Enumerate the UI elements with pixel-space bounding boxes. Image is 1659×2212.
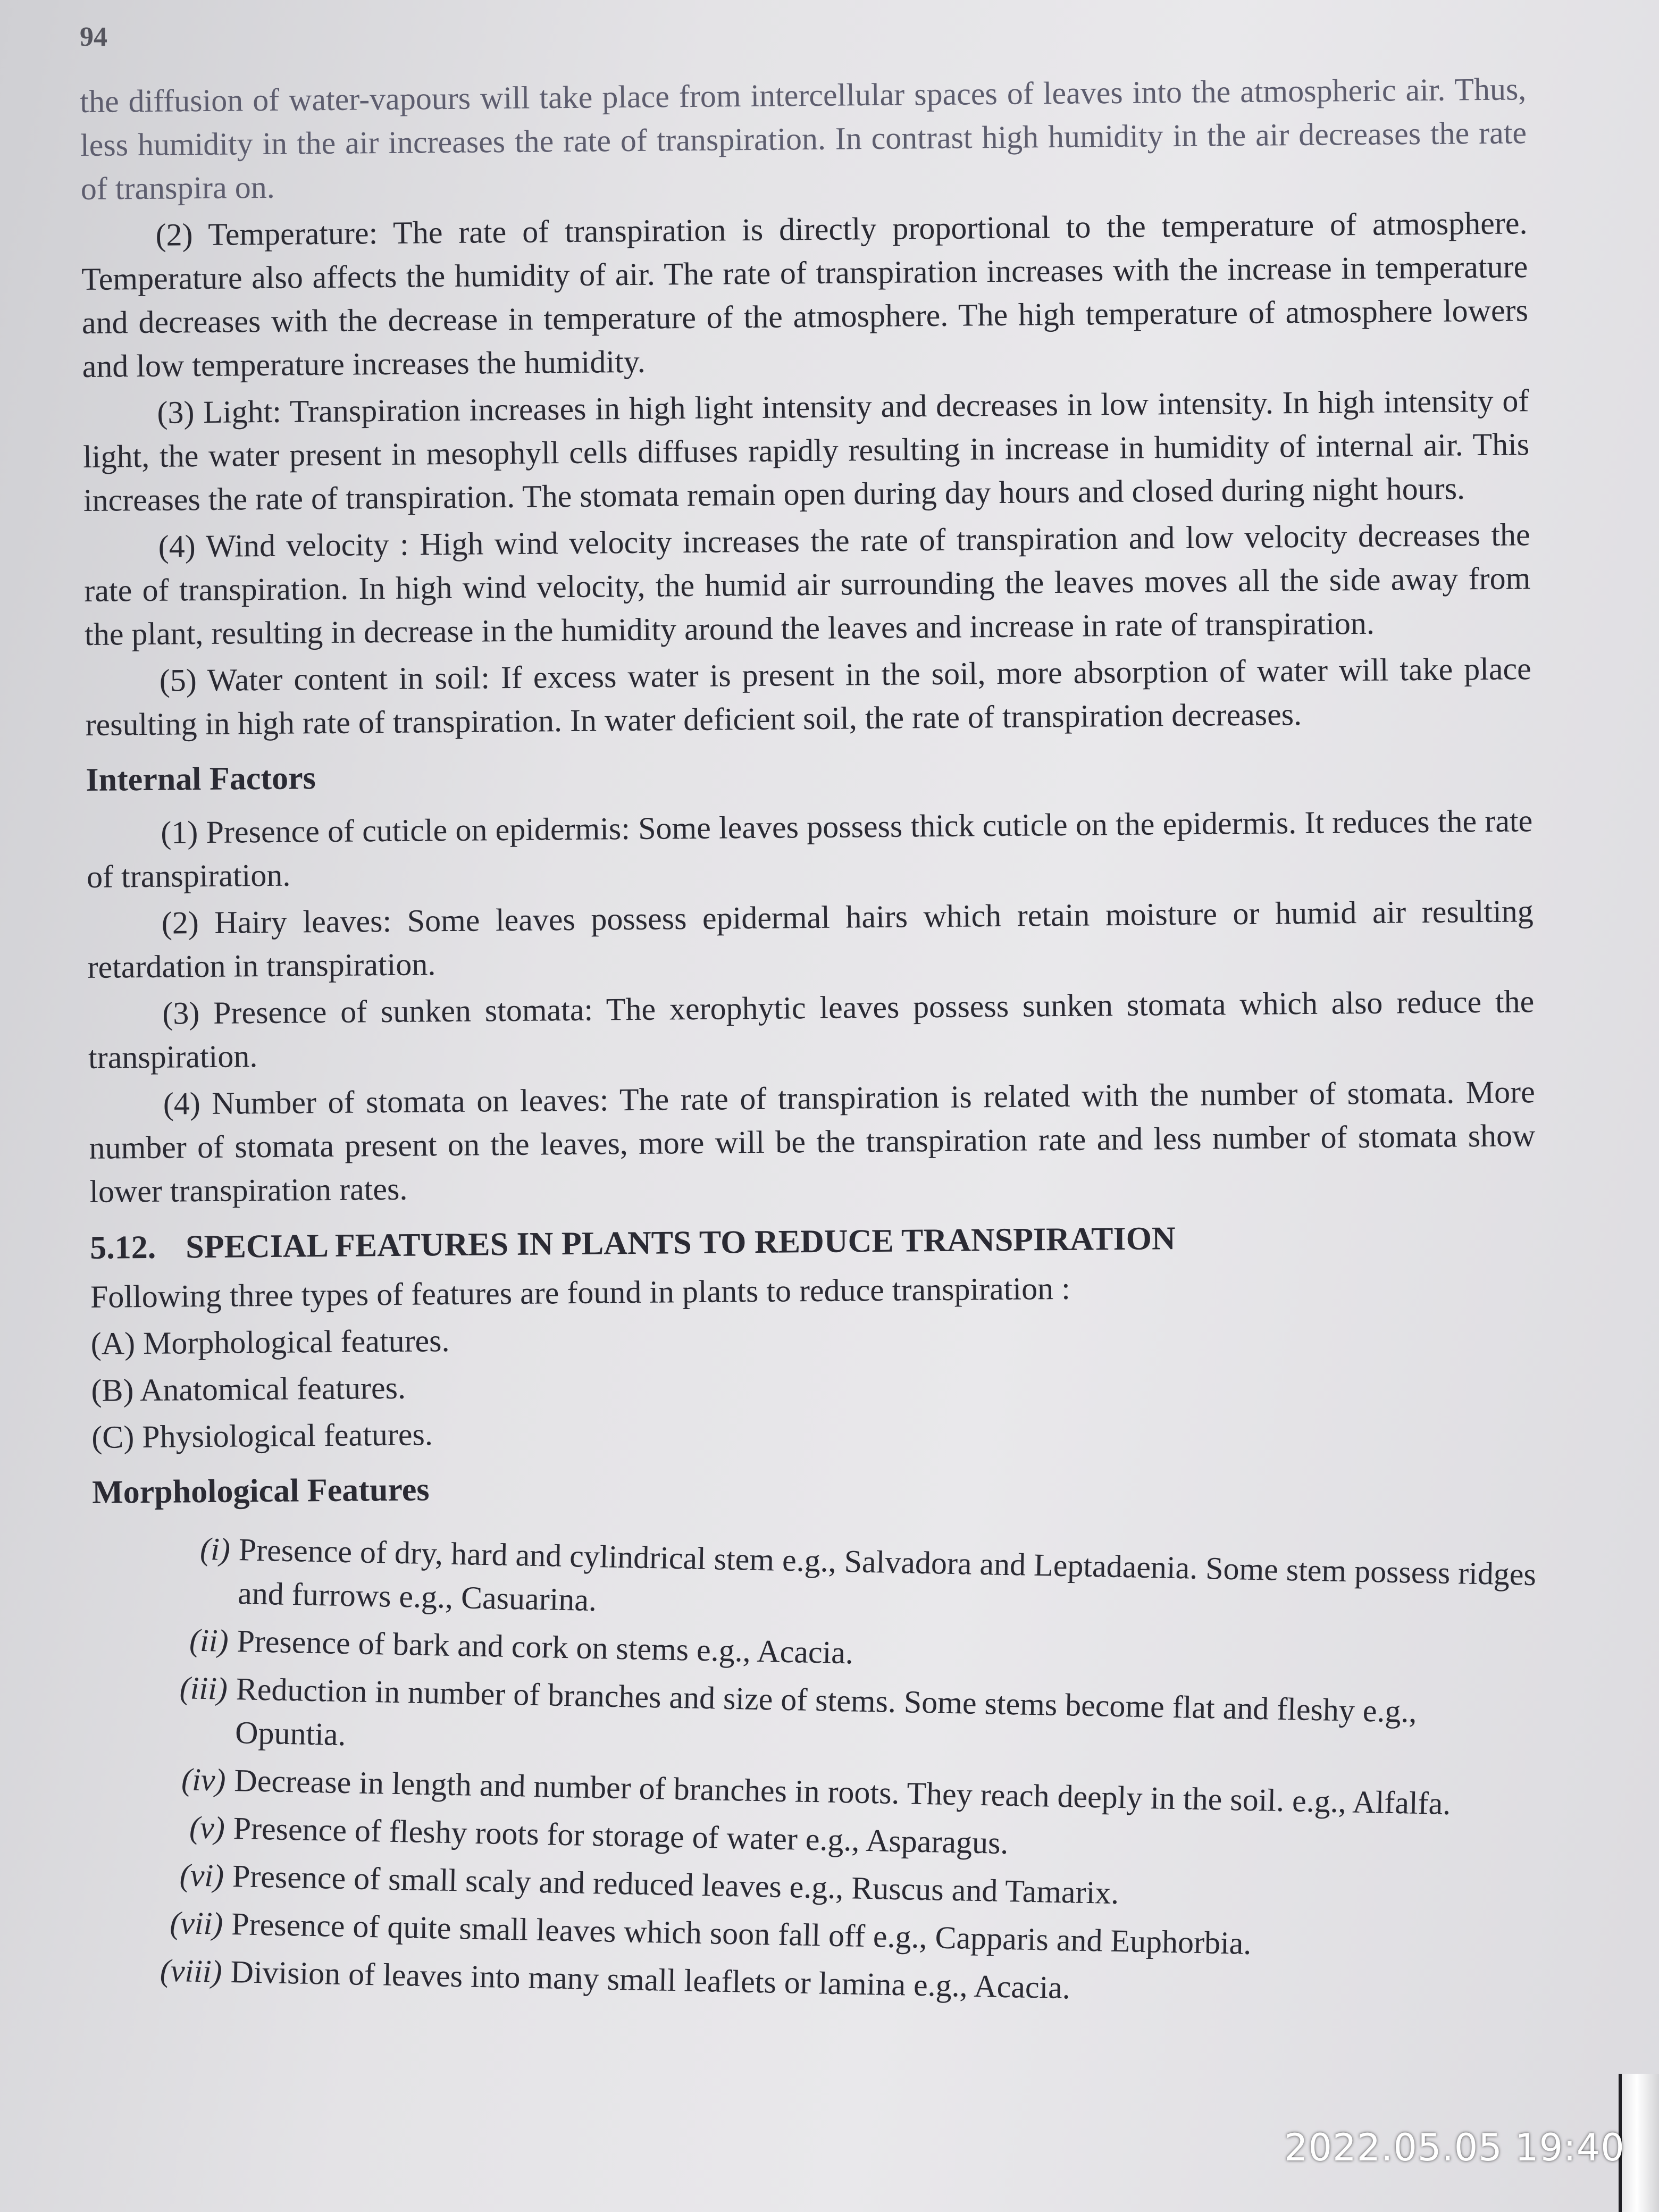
section-intro: Following three types of features are found in plants to reduce transpiration : — [90, 1270, 1071, 1314]
list-item-number: (vii) — [169, 1905, 224, 1941]
morphological-features-heading: Morphological Features — [91, 1471, 430, 1511]
list-item-text: Presence of quite small leaves which soon fall off e.g., Capparis and Euphorbia. — [231, 1906, 1252, 1961]
photo-timestamp: 2022.05.05 19:40 — [1284, 2126, 1625, 2169]
list-item-number: (v) — [189, 1809, 225, 1846]
internal-factors-heading: Internal Factors — [86, 760, 316, 798]
paragraph-humidity-end: the diffusion of water-vapours will take place from intercellular spaces of leaves into the atmospheric air. Thus, less humidity in the air increases the rate of transpiration. In contrast high humidity in the air decreases the rate of transpira on. — [80, 71, 1527, 206]
feature-type-a: (A) Morphological features. — [90, 1323, 450, 1361]
list-item-text: Presence of bark and cork on stems e.g., Acacia. — [236, 1623, 854, 1671]
feature-type-b: (B) Anatomical features. — [91, 1370, 406, 1408]
paragraph-light: (3) Light: Transpiration increases in high light intensity and decreases in low intensity. In high intensity of light, the water present in mesophyll cells diffuses rapidly resulting in increase in humidity of internal air. This increases the rate of transpiration. The stomata remain open during day hours and closed during night hours. — [82, 383, 1530, 518]
list-item-text: Presence of small scaly and reduced leaves e.g., Ruscus and Tamarix. — [232, 1858, 1119, 1911]
section-title: SPECIAL FEATURES IN PLANTS TO REDUCE TRANSPIRATION — [185, 1220, 1176, 1266]
list-item-number: (i) — [199, 1531, 231, 1567]
list-item-text: Reduction in number of branches and size of stems. Some stems become flat and fleshy e.g., Opuntia. — [234, 1671, 1418, 1753]
list-item-number: (iii) — [179, 1670, 228, 1706]
paragraph-temperature: (2) Temperature: The rate of transpiration is directly proportional to the temperature of atmosphere. Temperature also affects the humidity of air. The rate of transpiration increases with the increase in temperature and decreases with the decrease in temperature of the atmosphere. The high temperature of atmosphere lowers and low temperature increases the humidity. — [81, 205, 1529, 384]
paragraph-water-content: (5) Water content in soil: If excess water is present in the soil, more absorption of water will take place resulting in high rate of transpiration. In water deficient soil, the rate of transpiration decreases. — [85, 651, 1532, 742]
internal-factor-stomata-number: (4) Number of stomata on leaves: The rate of transpiration is related with the number of stomata. More number of stomata present on the leaves, more will be the transpiration rate and less number of stomata show lower transpiration rates. — [89, 1074, 1536, 1209]
feature-type-c: (C) Physiological features. — [91, 1417, 433, 1455]
list-item-number: (iv) — [181, 1762, 227, 1798]
list-item-number: (viii) — [160, 1953, 223, 1989]
morphological-features-list — [83, 1525, 1538, 2018]
list-item-text: Division of leaves into many small leaflets or lamina e.g., Acacia. — [230, 1954, 1071, 2006]
list-item-number: (ii) — [189, 1622, 229, 1658]
internal-factor-hairy-leaves: (2) Hairy leaves: Some leaves possess epidermal hairs which retain moisture or humid air resulting retardation in transpiration. — [87, 893, 1534, 985]
internal-factor-cuticle: (1) Presence of cuticle on epidermis: Some leaves possess thick cuticle on the epidermis. It reduces the rate of transpiration. — [86, 803, 1533, 894]
section-number: 5.12. — [89, 1229, 156, 1266]
list-item-text: Presence of dry, hard and cylindrical stem e.g., Salvadora and Leptadaenia. Some stem possess ridges and furrows e.g., Casuarina. — [237, 1532, 1537, 1618]
list-item-text: Decrease in length and number of branches in roots. They reach deeply in the soil. e.g., Alfalfa. — [233, 1763, 1451, 1822]
page-body — [80, 67, 1543, 2006]
list-item-text: Presence of fleshy roots for storage of water e.g., Asparagus. — [233, 1811, 1009, 1861]
paragraph-wind-velocity: (4) Wind velocity : High wind velocity increases the rate of transpiration and low velocity decreases the rate of transpiration. In high wind velocity, the humid air surrounding the leaves moves all the side away from the plant, resulting in decrease in the humidity around the leaves and increase in rate of transpiration. — [84, 517, 1531, 652]
section-heading — [90, 1213, 1537, 1270]
list-item-number: (vi) — [179, 1857, 224, 1893]
internal-factor-sunken-stomata: (3) Presence of sunken stomata: The xerophytic leaves possess sunken stomata which also reduce the transpiration. — [88, 984, 1535, 1075]
page-number: 94 — [80, 22, 107, 52]
